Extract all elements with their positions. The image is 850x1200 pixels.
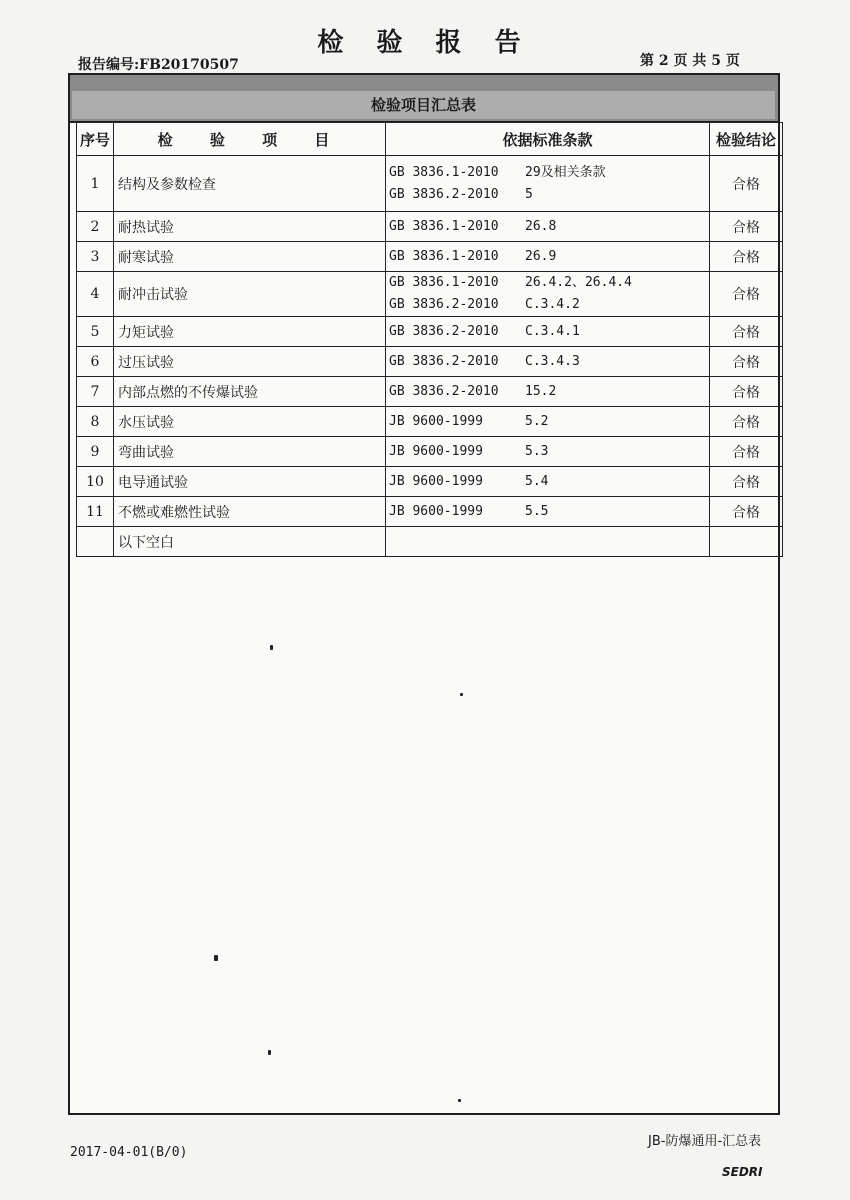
standard-clauses [386,467,710,497]
inspection-item: 不燃或难燃性试验 [114,497,386,527]
inspection-result: 合格 [710,437,783,467]
document-title: 检 验 报 告 [317,28,533,58]
standard-line [386,216,709,238]
table-row [77,407,783,437]
row-number: 7 [77,377,114,407]
standard-line [386,441,709,463]
inspection-result: 合格 [710,272,783,317]
standard-code: GB 3836.1-2010 [389,164,499,180]
standard-code: GB 3836.1-2010 [389,275,499,290]
standard-code: GB 3836.1-2010 [389,218,499,234]
standard-clause: 15.2 [525,383,557,399]
standard-clauses [386,317,710,347]
standard-clauses [386,272,710,317]
standard-clauses [386,497,710,527]
inspection-item: 结构及参数检查 [114,156,386,212]
page-info: 第 2 页 共 5 页 [640,53,740,69]
header-item: 检 验 项 目 [114,123,386,156]
standard-code: JB 9600-1999 [389,413,483,429]
standard-clauses [386,377,710,407]
inspection-result: 合格 [710,467,783,497]
table-row [77,242,783,272]
inspection-item: 弯曲试验 [114,437,386,467]
standard-code: GB 3836.2-2010 [389,297,499,312]
inspection-result: 合格 [710,407,783,437]
inspection-item: 耐热试验 [114,212,386,242]
standard-code: GB 3836.2-2010 [389,353,499,369]
inspection-summary-table [76,122,783,557]
footer-date-version: 2017-04-01(B/0) [70,1145,188,1160]
standard-clause: C.3.4.2 [525,297,580,312]
standard-clauses [386,242,710,272]
standard-clause: 26.8 [525,218,557,234]
inspection-result: 合格 [710,377,783,407]
standard-line [386,501,709,523]
standard-code: GB 3836.2-2010 [389,383,499,399]
standard-code: GB 3836.1-2010 [389,248,499,264]
inspection-item: 耐冲击试验 [114,272,386,317]
table-row [77,437,783,467]
standard-code: GB 3836.2-2010 [389,186,499,202]
table-banner-title: 检验项目汇总表 [72,91,775,119]
standard-code: JB 9600-1999 [389,503,483,519]
inspection-result: 合格 [710,156,783,212]
table-row [77,497,783,527]
standard-clause: 5.3 [525,443,549,459]
standard-clauses [386,212,710,242]
standard-clauses [386,347,710,377]
standard-line [386,351,709,373]
inspection-result: 合格 [710,212,783,242]
standard-clause: C.3.4.3 [525,353,580,369]
standard-code: GB 3836.2-2010 [389,323,499,339]
standard-line [386,321,709,343]
table-row-end-note [77,527,783,557]
standard-line [386,471,709,493]
header-no: 序号 [77,123,114,156]
inspection-item: 内部点燃的不传爆试验 [114,377,386,407]
inspection-result: 合格 [710,497,783,527]
table-row [77,272,783,317]
inspection-item: 电导通试验 [114,467,386,497]
inspection-item: 力矩试验 [114,317,386,347]
standard-clause: 5.5 [525,503,549,519]
standard-clauses [386,437,710,467]
standard-clauses [386,407,710,437]
table-header-row [77,123,783,156]
row-number: 3 [77,242,114,272]
standard-code: JB 9600-1999 [389,443,483,459]
empty-cell [386,527,710,557]
header-standard: 依据标准条款 [386,123,710,156]
standard-clause: C.3.4.1 [525,323,580,339]
row-number: 10 [77,467,114,497]
row-number: 4 [77,272,114,317]
inspection-result: 合格 [710,317,783,347]
standard-line [386,381,709,403]
inspection-item: 水压试验 [114,407,386,437]
row-number: 6 [77,347,114,377]
inspection-result: 合格 [710,242,783,272]
standard-clause: 26.4.2、26.4.4 [525,275,632,290]
standard-line [386,294,709,316]
row-number: 9 [77,437,114,467]
header-result: 检验结论 [710,123,783,156]
table-row [77,156,783,212]
row-number: 2 [77,212,114,242]
standard-clause: 5 [525,186,533,202]
standard-line [386,184,709,206]
standard-clause: 5.4 [525,473,549,489]
row-number: 8 [77,407,114,437]
standard-clause: 5.2 [525,413,549,429]
report-frame [68,73,780,1115]
table-row [77,467,783,497]
report-number: 报告编号:FB20170507 [78,57,239,73]
standard-line [386,272,709,294]
table-row [77,347,783,377]
speck-mark [268,1050,271,1055]
end-note: 以下空白 [114,527,386,557]
speck-mark [458,1099,461,1102]
standard-clause: 26.9 [525,248,557,264]
row-number: 1 [77,156,114,212]
table-banner [70,75,778,123]
speck-mark [270,645,273,650]
table-row [77,317,783,347]
standard-clauses [386,156,710,212]
row-number: 5 [77,317,114,347]
table-row [77,377,783,407]
speck-mark [214,955,218,961]
inspection-item: 耐寒试验 [114,242,386,272]
sedri-logo: SEDRI [722,1165,763,1179]
standard-clause: 29及相关条款 [525,164,606,180]
empty-cell [710,527,783,557]
table-row [77,212,783,242]
inspection-item: 过压试验 [114,347,386,377]
inspection-result: 合格 [710,347,783,377]
standard-line [386,246,709,268]
speck-mark [460,693,463,696]
standard-line [386,411,709,433]
empty-cell [77,527,114,557]
standard-code: JB 9600-1999 [389,473,483,489]
row-number: 11 [77,497,114,527]
footer-form-name: JB-防爆通用-汇总表 [648,1134,762,1149]
standard-line [386,162,709,184]
